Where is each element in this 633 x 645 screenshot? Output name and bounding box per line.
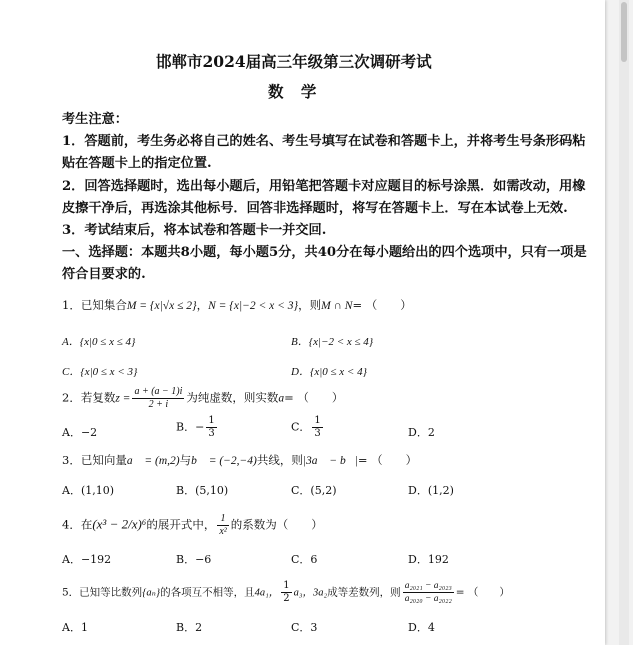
question-5-option-d: D．4 [408, 621, 435, 634]
question-2-option-b: B．− $\frac{1}{3}$ [176, 415, 215, 439]
set-m: M = {x|√x ≤ 2} [126, 300, 197, 312]
question-4-option-d: D．192 [408, 553, 449, 566]
question-4-option-c: C．6 [291, 553, 318, 566]
question-3-stem: 3．已知向量a⃗ = (m,2)与b⃗ = (−2,−4)共线，则|3a⃗ − b⃗|= （ ） [62, 453, 418, 467]
question-5-option-a: A．1 [62, 621, 88, 634]
section-heading-line-1: 一、选择题：本题共8小题，每小题5分，共40分在每小题给出的四个选项中，只有一项是 [62, 245, 587, 260]
section-heading-line-2: 符合目要求的. [62, 267, 146, 282]
question-5-option-c: C．3 [291, 621, 318, 634]
question-1-stem: 1．已知集合M = {x|√x ≤ 2}，N = {x|−2 < x < 3}，则M ∩ N= （ ） [62, 298, 412, 312]
vertical-scrollbar[interactable] [619, 0, 629, 645]
question-2-option-a: A．−2 [62, 426, 98, 439]
question-4-option-a: A．−192 [62, 553, 112, 566]
question-3-option-c: C．(5,2) [291, 484, 337, 497]
question-2-stem: 2．若复数z = $\frac{a + (a - 1)i}{2 + i}$ 为纯虚数，则实数a= （ ） [62, 386, 344, 410]
question-3-option-d: D．(1,2) [408, 484, 454, 497]
set-n: N = {x|−2 < x < 3} [208, 300, 299, 312]
notice-line-1b: 贴在答题卡上的指定位置. [62, 156, 212, 171]
exam-subject: 数 学 [268, 82, 323, 101]
notice-heading: 考生注意： [62, 112, 128, 127]
question-5-option-b: B．2 [176, 621, 203, 634]
question-3-option-a: A．(1,10) [62, 484, 115, 497]
question-5-stem: 5．已知等比数列{aₙ}的各项互不相等，且4a₁， $\frac{1}{2}$ a₃，3a₂成等差数列，则 $\frac{\text{a₂₀₂₁ − a₂₀₂₃}}{\text{a₂₀₂₀ − a₂₀₂₂}}$ = （ ） [62, 580, 510, 604]
scrollbar-thumb[interactable] [621, 2, 627, 62]
question-1-option-a: A．{x|0 ≤ x ≤ 4} [62, 336, 136, 348]
question-1-option-b: B．{x|−2 < x ≤ 4} [291, 336, 374, 348]
question-3-option-b: B．(5,10) [176, 484, 229, 497]
notice-line-2a: 2．回答选择题时，选出每小题后，用铅笔把答题卡对应题目的标号涂黑．如需改动，用橡 [62, 179, 586, 194]
question-4-stem: 4．在(x³ − 2/x)⁶的展开式中， $\frac{1}{\text{x²}}$ 的系数为（ ） [62, 513, 323, 537]
question-1-option-c: C．{x|0 ≤ x < 3} [62, 366, 138, 378]
question-2-option-c: C． $\frac{1}{3}$ [291, 415, 321, 439]
question-1-option-d: D．{x|0 ≤ x < 4} [291, 366, 367, 378]
question-2-option-d: D．2 [408, 426, 435, 439]
fraction: $\frac{a + (a - 1)i}{2 + i}$ [134, 386, 183, 410]
question-4-option-b: B．−6 [176, 553, 212, 566]
notice-line-3: 3．考试结束后，将本试卷和答题卡一并交回. [62, 223, 327, 238]
exam-title: 邯郸市2024届高三年级第三次调研考试 [156, 52, 432, 71]
notice-line-1a: 1．答题前，考生务必将自己的姓名、考生号填写在试卷和答题卡上，并将考生号条形码粘 [62, 134, 586, 149]
notice-line-2b: 皮擦干净后，再选涂其他标号．回答非选择题时，将写在答题卡上．写在本试卷上无效. [62, 201, 568, 216]
